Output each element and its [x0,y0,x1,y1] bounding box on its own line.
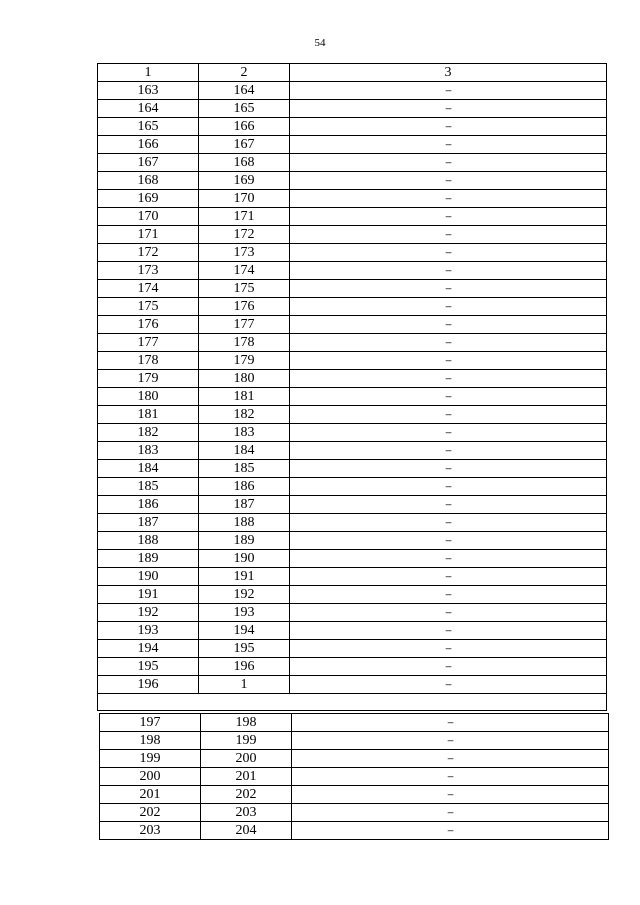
cell-value: – [445,101,451,116]
table-cell [290,82,607,100]
table-cell [98,658,199,676]
table-cell [290,226,607,244]
cell-value: – [445,173,451,188]
table-cell [199,82,290,100]
table-row [100,714,609,732]
table-cell [98,154,199,172]
cell-value: 203 [235,805,257,820]
cell-value: 183 [233,425,255,440]
table-row [98,316,607,334]
table-cell [199,280,290,298]
cell-value: – [445,119,451,134]
table-cell [98,82,199,100]
cell-value: 194 [137,641,159,656]
table-row [98,244,607,262]
cell-value: 178 [233,335,255,350]
data-table-top [97,63,607,711]
cell-value: 184 [137,461,159,476]
cell-value: 165 [233,101,255,116]
table-row [98,118,607,136]
table-cell [100,768,201,786]
table-row [98,568,607,586]
column-header: 1 [98,64,199,82]
cell-value: 188 [137,533,159,548]
table-cell [98,514,199,532]
table-cell [292,804,609,822]
table-row [100,732,609,750]
table-cell [199,568,290,586]
cell-value: – [445,659,451,674]
cell-value: 193 [233,605,255,620]
table-row [98,226,607,244]
cell-value: – [445,443,451,458]
table-row [98,586,607,604]
cell-value: – [445,299,451,314]
cell-value: – [445,353,451,368]
cell-value: – [445,317,451,332]
table-cell [98,352,199,370]
table-cell [290,352,607,370]
table-cell [98,370,199,388]
cell-value: 175 [137,299,159,314]
cell-value: 191 [137,587,159,602]
table-cell [290,496,607,514]
table-cell [290,568,607,586]
table-cell [199,604,290,622]
cell-value: 174 [233,263,255,278]
table-cell [199,622,290,640]
cell-value: – [445,641,451,656]
table-cell [290,190,607,208]
cell-value: – [445,227,451,242]
cell-value: 181 [137,407,159,422]
table-cell [98,208,199,226]
table-cell [199,118,290,136]
table-cell [290,658,607,676]
table-cell [199,460,290,478]
cell-value: 179 [233,353,255,368]
cell-value: – [445,551,451,566]
table-cell [100,714,201,732]
cell-value: 200 [139,769,161,784]
table-cell [98,244,199,262]
cell-value: 193 [137,623,159,638]
table-row [98,136,607,154]
table-cell [290,676,607,694]
cell-value: 182 [137,425,159,440]
table-cell [199,172,290,190]
table-cell [199,352,290,370]
table-row [100,768,609,786]
table-row [98,424,607,442]
table-cell [199,100,290,118]
cell-value: 167 [233,137,255,152]
table-cell [98,478,199,496]
cell-value: 201 [235,769,257,784]
cell-value: 203 [139,823,161,838]
cell-value: 172 [137,245,159,260]
table-row [98,604,607,622]
table-cell [98,226,199,244]
table-row [98,298,607,316]
table-row [98,100,607,118]
table-cell [201,714,292,732]
table-cell [98,406,199,424]
cell-value: – [447,769,453,784]
cell-value: 187 [137,515,159,530]
cell-value: 192 [137,605,159,620]
cell-value: 181 [233,389,255,404]
cell-value: 190 [137,569,159,584]
table-row [98,640,607,658]
table-cell [199,514,290,532]
cell-value: 173 [137,263,159,278]
table-row [98,262,607,280]
table-row [100,786,609,804]
table-cell [292,750,609,768]
table-cell [100,822,201,840]
cell-value: 165 [137,119,159,134]
cell-value: – [445,587,451,602]
cell-value: 166 [233,119,255,134]
table-row [98,496,607,514]
table-row [98,514,607,532]
table-cell [290,442,607,460]
table-cell [290,280,607,298]
cell-value: 202 [139,805,161,820]
table-cell [290,118,607,136]
cell-value: 195 [233,641,255,656]
table-row [98,622,607,640]
cell-value: 189 [137,551,159,566]
table-cell [199,640,290,658]
cell-value: 175 [233,281,255,296]
cell-value: – [445,461,451,476]
table-cell [290,136,607,154]
cell-value: – [445,623,451,638]
cell-value: 164 [137,101,159,116]
cell-value: 171 [137,227,159,242]
table-cell [292,732,609,750]
cell-value: 187 [233,497,255,512]
table-row [98,460,607,478]
table-cell [290,298,607,316]
cell-value: 192 [233,587,255,602]
table-cell [98,136,199,154]
cell-value: 171 [233,209,255,224]
table-row [98,550,607,568]
cell-value: 176 [233,299,255,314]
table-cell [100,732,201,750]
table-cell [290,262,607,280]
table-cell [98,262,199,280]
table-row [98,280,607,298]
cell-value: 199 [139,751,161,766]
cell-value: 174 [137,281,159,296]
table-row [98,370,607,388]
cell-value: – [445,479,451,494]
table-cell [290,604,607,622]
table-cell [199,334,290,352]
cell-value: – [447,733,453,748]
table-spacer-cell [98,694,607,711]
cell-value: 202 [235,787,257,802]
table-cell [201,768,292,786]
table-cell [290,172,607,190]
table-cell [98,676,199,694]
table-cell [98,586,199,604]
table-row [98,352,607,370]
cell-value: 176 [137,317,159,332]
table-row [98,676,607,694]
table-spacer-row [98,694,607,711]
table-cell [199,388,290,406]
table-row [98,406,607,424]
cell-value: 163 [137,83,159,98]
cell-value: 196 [137,677,159,692]
table-cell [292,714,609,732]
table-cell [199,658,290,676]
table-row [98,190,607,208]
table-cell [199,316,290,334]
cell-value: 1 [240,677,248,692]
table-cell [98,550,199,568]
table-cell [290,532,607,550]
table-cell [199,532,290,550]
table-cell [98,316,199,334]
table-cell [199,370,290,388]
cell-value: 195 [137,659,159,674]
table-cell [98,568,199,586]
table-cell [201,750,292,768]
table-cell [199,136,290,154]
cell-value: 177 [137,335,159,350]
table-row [98,172,607,190]
table-row [98,334,607,352]
table-row [100,804,609,822]
table-row [98,532,607,550]
table-cell [290,622,607,640]
table-cell [290,316,607,334]
cell-value: 190 [233,551,255,566]
cell-value: – [445,569,451,584]
table-cell [290,388,607,406]
table-cell [290,334,607,352]
table-cell [292,822,609,840]
cell-value: 186 [233,479,255,494]
table-cell [199,208,290,226]
table-cell [199,244,290,262]
table-cell [199,190,290,208]
table-cell [290,100,607,118]
page-number: 54 [314,37,326,49]
table-cell [290,370,607,388]
cell-value: – [445,263,451,278]
cell-value: 204 [235,823,257,838]
cell-value: 201 [139,787,161,802]
cell-value: 164 [233,83,255,98]
cell-value: 199 [235,733,257,748]
cell-value: 168 [233,155,255,170]
table-cell [98,640,199,658]
table-cell [98,190,199,208]
cell-value: – [445,155,451,170]
cell-value: 189 [233,533,255,548]
column-header: 3 [290,64,607,82]
table-cell [98,622,199,640]
cell-value: – [445,281,451,296]
cell-value: 182 [233,407,255,422]
cell-value: – [445,425,451,440]
cell-value: – [445,515,451,530]
cell-value: 167 [137,155,159,170]
cell-value: – [445,677,451,692]
cell-value: 179 [137,371,159,386]
table-cell [98,424,199,442]
table-header-row [98,64,607,82]
table-row [98,208,607,226]
table-row [98,388,607,406]
table-cell [98,298,199,316]
cell-value: 191 [233,569,255,584]
cell-value: 169 [137,191,159,206]
table-cell [201,786,292,804]
cell-value: 180 [233,371,255,386]
table-cell [98,172,199,190]
table-cell [290,244,607,262]
table-row [98,154,607,172]
data-table-bottom [99,713,609,840]
cell-value: 173 [233,245,255,260]
table-cell [98,460,199,478]
cell-value: 172 [233,227,255,242]
cell-value: – [445,209,451,224]
table-row [98,478,607,496]
table-cell [98,280,199,298]
table-cell [199,424,290,442]
cell-value: – [445,497,451,512]
table-cell [292,768,609,786]
table-cell [201,732,292,750]
cell-value: – [445,191,451,206]
cell-value: – [447,805,453,820]
cell-value: 169 [233,173,255,188]
table-cell [199,442,290,460]
table-cell [98,388,199,406]
cell-value: 184 [233,443,255,458]
table-row [98,658,607,676]
table-cell [290,478,607,496]
table-cell [100,750,201,768]
cell-value: – [445,137,451,152]
cell-value: – [445,407,451,422]
table-cell [199,496,290,514]
cell-value: 183 [137,443,159,458]
cell-value: 177 [233,317,255,332]
table-cell [98,496,199,514]
cell-value: 185 [233,461,255,476]
table-cell [199,550,290,568]
cell-value: – [447,823,453,838]
table-cell [290,154,607,172]
cell-value: – [445,245,451,260]
table-cell [290,424,607,442]
cell-value: – [445,335,451,350]
table-cell [290,406,607,424]
cell-value: – [445,533,451,548]
table-cell [199,298,290,316]
table-row [100,822,609,840]
cell-value: – [447,787,453,802]
table-cell [98,100,199,118]
table-cell [290,208,607,226]
table-cell [199,478,290,496]
cell-value: 168 [137,173,159,188]
table-cell [98,604,199,622]
cell-value: 188 [233,515,255,530]
cell-value: – [445,605,451,620]
table-cell [292,786,609,804]
column-header: 2 [199,64,290,82]
table-row [98,442,607,460]
table-cell [199,226,290,244]
cell-value: 186 [137,497,159,512]
table-cell [290,586,607,604]
table-cell [98,442,199,460]
table-row [100,750,609,768]
table-cell [199,406,290,424]
table-row [98,82,607,100]
table-cell [290,640,607,658]
cell-value: 170 [137,209,159,224]
table-cell [199,154,290,172]
cell-value: 198 [235,715,257,730]
table-cell [199,586,290,604]
table-cell [201,804,292,822]
cell-value: 198 [139,733,161,748]
cell-value: 170 [233,191,255,206]
cell-value: 166 [137,137,159,152]
cell-value: – [445,83,451,98]
cell-value: 178 [137,353,159,368]
table-cell [100,804,201,822]
cell-value: – [447,715,453,730]
table-cell [98,334,199,352]
table-cell [201,822,292,840]
table-cell [199,676,290,694]
table-cell [199,262,290,280]
cell-value: 194 [233,623,255,638]
table-cell [98,532,199,550]
table-cell [290,550,607,568]
cell-value: 185 [137,479,159,494]
cell-value: – [447,751,453,766]
cell-value: – [445,371,451,386]
cell-value: – [445,389,451,404]
cell-value: 196 [233,659,255,674]
cell-value: 200 [235,751,257,766]
cell-value: 180 [137,389,159,404]
table-cell [100,786,201,804]
table-cell [290,460,607,478]
table-cell [290,514,607,532]
cell-value: 197 [139,715,161,730]
table-cell [98,118,199,136]
